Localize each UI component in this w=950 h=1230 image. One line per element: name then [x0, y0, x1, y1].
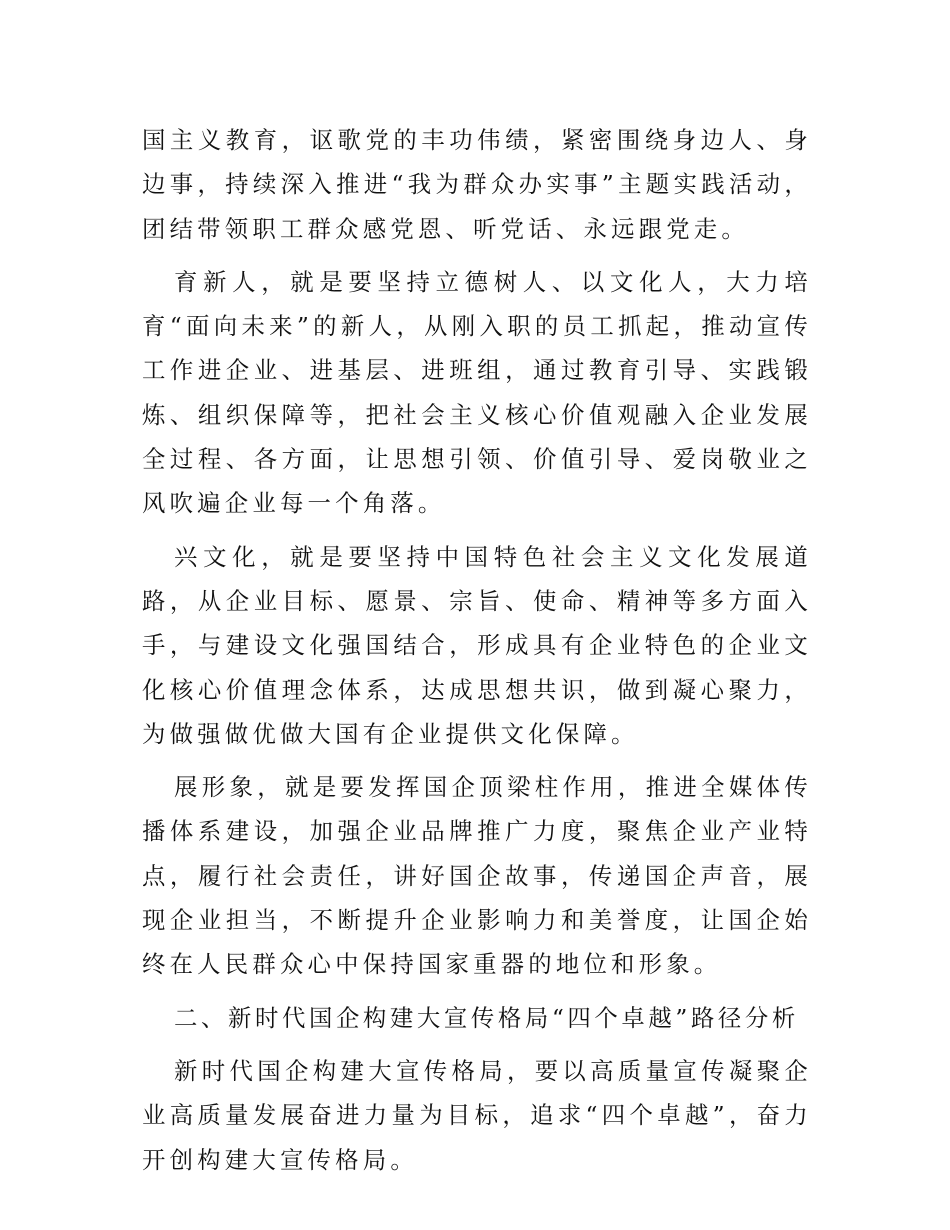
paragraph-continuation: 国主义教育，讴歌党的丰功伟绩，紧密围绕身边人、身边事，持续深入推进“我为群众办实事”主题实践活动，团结带领职工群众感党恩、听党话、永远跟党走。: [142, 126, 812, 243]
document-page: [142, 118, 812, 1191]
paragraph-section-intro: 新时代国企构建大宣传格局，要以高质量宣传凝聚企业高质量发展奋进力量为目标，追求“四个卓越”，奋力开创构建大宣传格局。: [142, 1056, 812, 1174]
paragraph-show-image: 展形象，就是要发挥国企顶梁柱作用，推进全媒体传播体系建设，加强企业品牌推广力度，聚焦企业产业特点，履行社会责任，讲好国企故事，传递国企声音，展现企业担当，不断提升企业影响力和美誉度，让国企始终在人民群众心中保持国家重器的地位和形象。: [142, 773, 812, 979]
paragraph-cultivate-new-people: 育新人，就是要坚持立德树人、以文化人，大力培育“面向未来”的新人，从刚入职的员工抓起，推动宣传工作进企业、进基层、进班组，通过教育引导、实践锻炼、组织保障等，把社会主义核心价值观融入企业发展全过程、各方面，让思想引领、价值引导、爱岗敬业之风吹遍企业每一个角落。: [142, 267, 812, 518]
section-heading: 二、新时代国企构建大宣传格局“四个卓越”路径分析: [174, 1003, 799, 1032]
paragraph-promote-culture: 兴文化，就是要坚持中国特色社会主义文化发展道路，从企业目标、愿景、宗旨、使命、精神等多方面入手，与建设文化强国结合，形成具有企业特色的企业文化核心价值理念体系，达成思想共识，做到凝心聚力，为做强做优做大国有企业提供文化保障。: [142, 542, 812, 748]
